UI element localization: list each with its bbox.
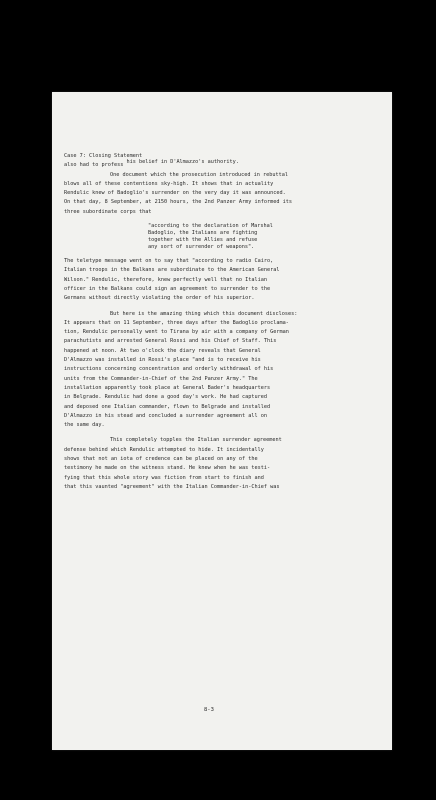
para2-line: The teletype message went on to say that "according to radio Cairo, [64, 258, 274, 265]
para2-line: Wilson." Rendulic, therefore, knew perfectly well that no Italian [64, 276, 268, 283]
para2-line: Germans without directly violating the order of his superior. [64, 295, 255, 302]
para3-line: tion, Rendulic personally went to Tirana by air with a company of German [64, 329, 289, 336]
header: Case 7: Closing Statement [64, 153, 143, 159]
para1-line: On that day, 8 September, at 2150 hours, the 2nd Panzer Army informed its [64, 199, 292, 206]
para1-line: Rendulic knew of Badoglio's surrender on the very day it was announced. [64, 190, 286, 197]
para3-line: units from the Commander-in-Chief of the 2nd Panzer Army." The [64, 375, 258, 382]
para4-line: This completely topples the Italian surrender agreement [110, 437, 282, 444]
para1-line: blows all of these contentions sky-high. It shows that in actuality [64, 180, 274, 187]
para3-line: happened at noon. At two o'clock the diary reveals that General [64, 347, 261, 354]
document-body [64, 152, 384, 492]
first-line-a: also had to profess [64, 162, 124, 169]
quote-line: "according to the declaration of Marshal [148, 223, 273, 230]
document-page [52, 92, 392, 750]
para3-line: D'Almazzo was installed in Rossi's place "and is to receive his [64, 357, 261, 364]
para3-line: installation apparently took place at General Bader's headquarters [64, 384, 271, 391]
quote-line: any sort of surrender of weapons". [148, 244, 255, 251]
para4-line: that this vaunted "agreement" with the Italian Commander-in-Chief was [64, 483, 280, 490]
para3-line: It appears that on 11 September, three days after the Badoglio proclama- [64, 319, 289, 326]
para3-line: instructions concerning concentration and orderly withdrawal of his [64, 366, 274, 373]
para3-line: D'Almazzo in his stead and concluded a surrender agreement all on [64, 412, 268, 419]
para4-line: testimony he made on the witness stand. He knew when he was testi- [64, 465, 271, 472]
quote-line: Badoglio, the Italians are fighting [148, 230, 258, 237]
first-line [64, 161, 384, 170]
para4-line: shows that not an iota of credence can be placed on any of the [64, 456, 258, 463]
para3-line: parachutists and arrested General Rossi and his Chief of Staff. This [64, 338, 277, 345]
para1-line: One document which the prosecution introduced in rebuttal [110, 171, 289, 178]
para3-line: But here is the amazing thing which this document discloses: [110, 310, 298, 317]
para1-line: three subordinate corps that [64, 208, 152, 215]
para3-line: the same day. [64, 422, 105, 429]
first-line-b: his belief in D'Almazzo's authority. [126, 159, 239, 166]
para2-line: Italian troops in the Balkans are subordinate to the American General [64, 267, 280, 274]
para4-line: fying that this whole story was fiction from start to finish and [64, 474, 264, 481]
para3-line: in Belgrade. Rendulic had done a good day's work. He had captured [64, 394, 268, 401]
page-number: 8-3 [204, 707, 214, 713]
quote-line: together with the Allies and refuse [148, 237, 258, 244]
para3-line: and deposed one Italian commander, flown to Belgrade and installed [64, 403, 271, 410]
para4-line: defense behind which Rendulic attempted to hide. It incidentally [64, 446, 264, 453]
para2-line: officer in the Balkans could sign an agreement to surrender to the [64, 285, 271, 292]
